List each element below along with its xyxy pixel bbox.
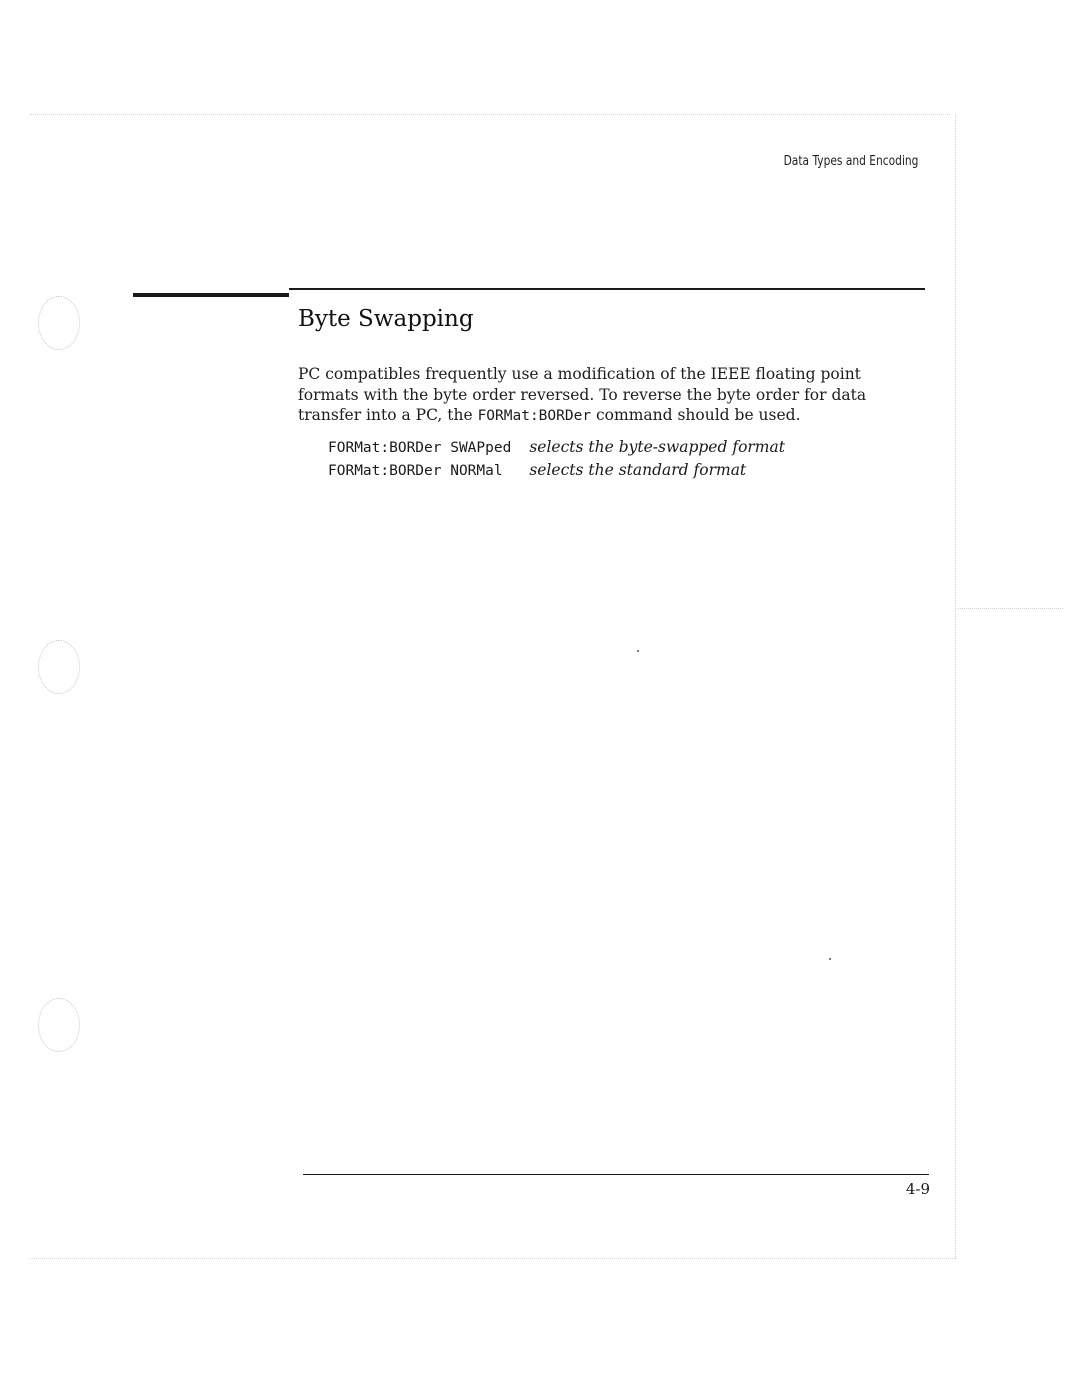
section-title: Byte Swapping: [298, 306, 474, 332]
command-row: [328, 438, 785, 461]
section-rule-thick: [133, 293, 289, 297]
body-text-after-code: command should be used.: [591, 406, 801, 424]
scan-edge-top: [30, 114, 950, 115]
command-description: selects the byte-swapped format: [529, 438, 785, 456]
section-rule-thin: [289, 288, 925, 290]
page-number: 4-9: [905, 1180, 930, 1198]
command-row: [328, 461, 785, 484]
punch-hole-top: [38, 296, 80, 350]
punch-hole-middle: [38, 640, 80, 694]
body-text-before-code: PC compatibles frequently use a modification of the IEEE floating point formats with the byte order reversed. To reverse the byte order for data transfer into a PC, the: [298, 365, 867, 424]
command-table: [328, 438, 785, 484]
command-description: selects the standard format: [529, 461, 747, 479]
body-paragraph: [298, 364, 898, 427]
scan-speck: [829, 958, 831, 960]
inline-code: FORMat:BORDer: [477, 408, 592, 424]
command-code: FORMat:BORDer SWAPped: [328, 440, 512, 456]
scan-speck: [637, 650, 639, 652]
scan-tab-line: [958, 608, 1063, 609]
scan-edge-bottom: [30, 1258, 955, 1259]
running-header: Data Types and Encoding: [783, 154, 918, 169]
scan-edge-right: [955, 114, 956, 1259]
command-code: FORMat:BORDer NORMal: [328, 463, 503, 479]
footer-rule: [303, 1174, 929, 1175]
punch-hole-bottom: [38, 998, 80, 1052]
